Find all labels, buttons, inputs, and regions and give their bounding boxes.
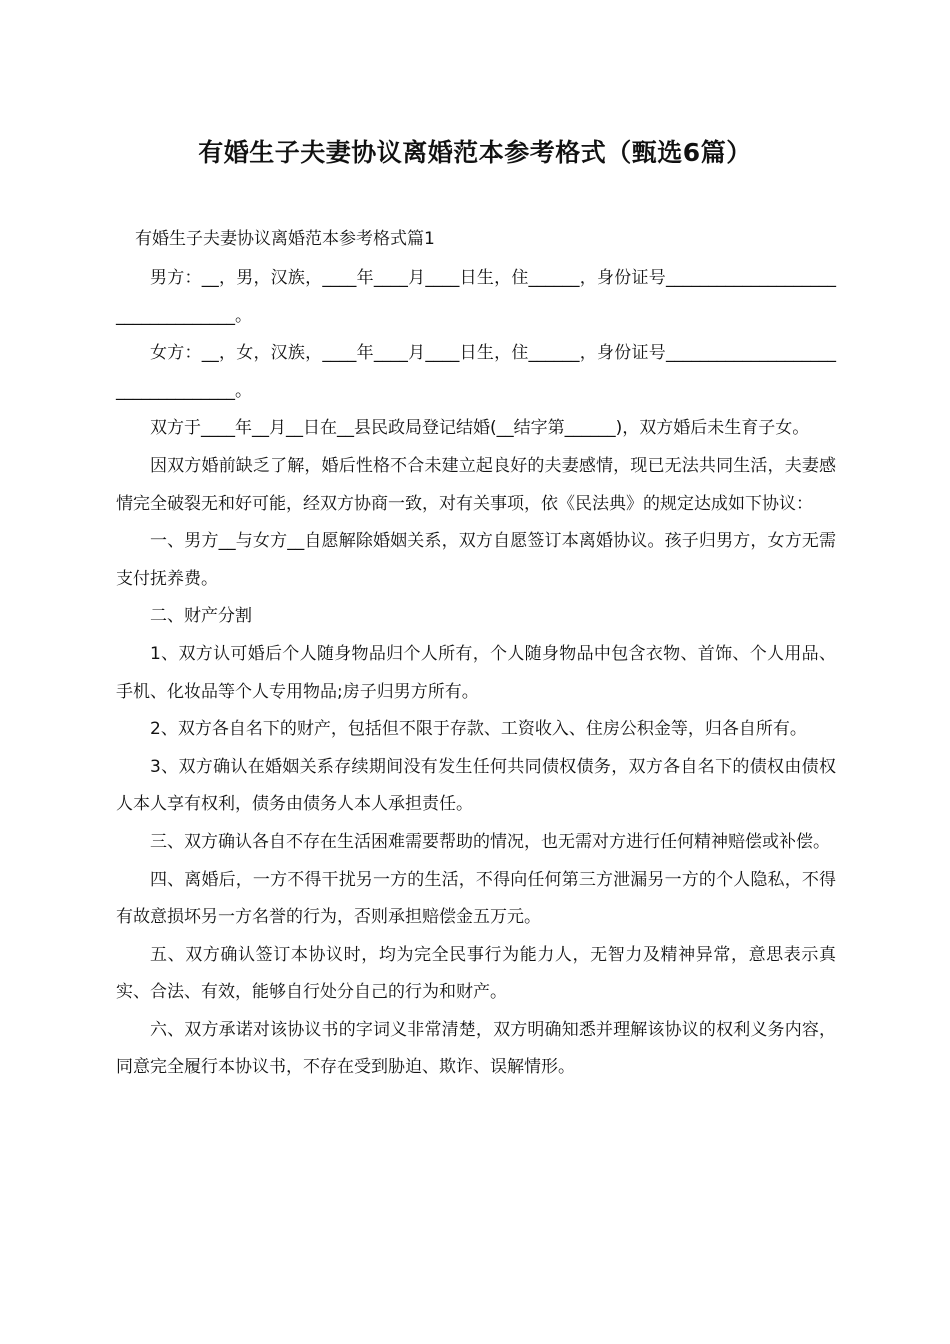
paragraph-clause-2-item-3: 3、双方确认在婚姻关系存续期间没有发生任何共同债权债务，双方各自名下的债权由债权人本人享有权利，债务由债务人本人承担责任。: [116, 756, 836, 815]
paragraph-clause-1: 一、男方__与女方__自愿解除婚姻关系，双方自愿签订本离婚协议。孩子归男方，女方无需支付抚养费。: [116, 531, 836, 589]
paragraph-clause-2-heading: 二、财产分割: [150, 606, 252, 627]
paragraph-clause-5: 五、双方确认签订本协议时，均为完全民事行为能力人，无智力及精神异常，意思表示真实、合法、有效，能够自行处分自己的行为和财产。: [116, 944, 836, 1003]
section-heading: 有婚生子夫妻协议离婚范本参考格式篇1: [135, 229, 435, 249]
paragraph-reason: 因双方婚前缺乏了解，婚后性格不合未建立起良好的夫妻感情，现已无法共同生活，夫妻感情完全破裂无和好可能，经双方协商一致，对有关事项，依《民法典》的规定达成如下协议：: [116, 455, 836, 514]
document-title: 有婚生子夫妻协议离婚范本参考格式（甄选6篇）: [198, 138, 752, 167]
paragraph-clause-4: 四、离婚后，一方不得干扰另一方的生活，不得向任何第三方泄漏另一方的个人隐私，不得有故意损坏另一方名誉的行为，否则承担赔偿金五万元。: [116, 869, 836, 928]
document-body: [116, 260, 836, 1087]
paragraph-female-party: 女方：__，女，汉族，____年____月____日生，住______，身份证号__________________________________。: [116, 343, 836, 401]
paragraph-clause-6: 六、双方承诺对该协议书的字词义非常清楚，双方明确知悉并理解该协议的权利义务内容，同意完全履行本协议书，不存在受到胁迫、欺诈、误解情形。: [116, 1019, 836, 1078]
paragraph-marriage-registration: 双方于____年__月__日在__县民政局登记结婚(__结字第______)，双方婚后未生育子女。: [150, 418, 810, 439]
paragraph-clause-2-item-1: 1、双方认可婚后个人随身物品归个人所有，个人随身物品中包含衣物、首饰、个人用品、手机、化妆品等个人专用物品;房子归男方所有。: [116, 643, 836, 702]
paragraph-clause-3: 三、双方确认各自不存在生活困难需要帮助的情况，也无需对方进行任何精神赔偿或补偿。: [150, 831, 830, 852]
paragraph-clause-2-item-2: 2、双方各自名下的财产，包括但不限于存款、工资收入、住房公积金等，归各自所有。: [150, 719, 807, 740]
paragraph-male-party: 男方：__，男，汉族，____年____月____日生，住______，身份证号__________________________________。: [116, 268, 836, 326]
